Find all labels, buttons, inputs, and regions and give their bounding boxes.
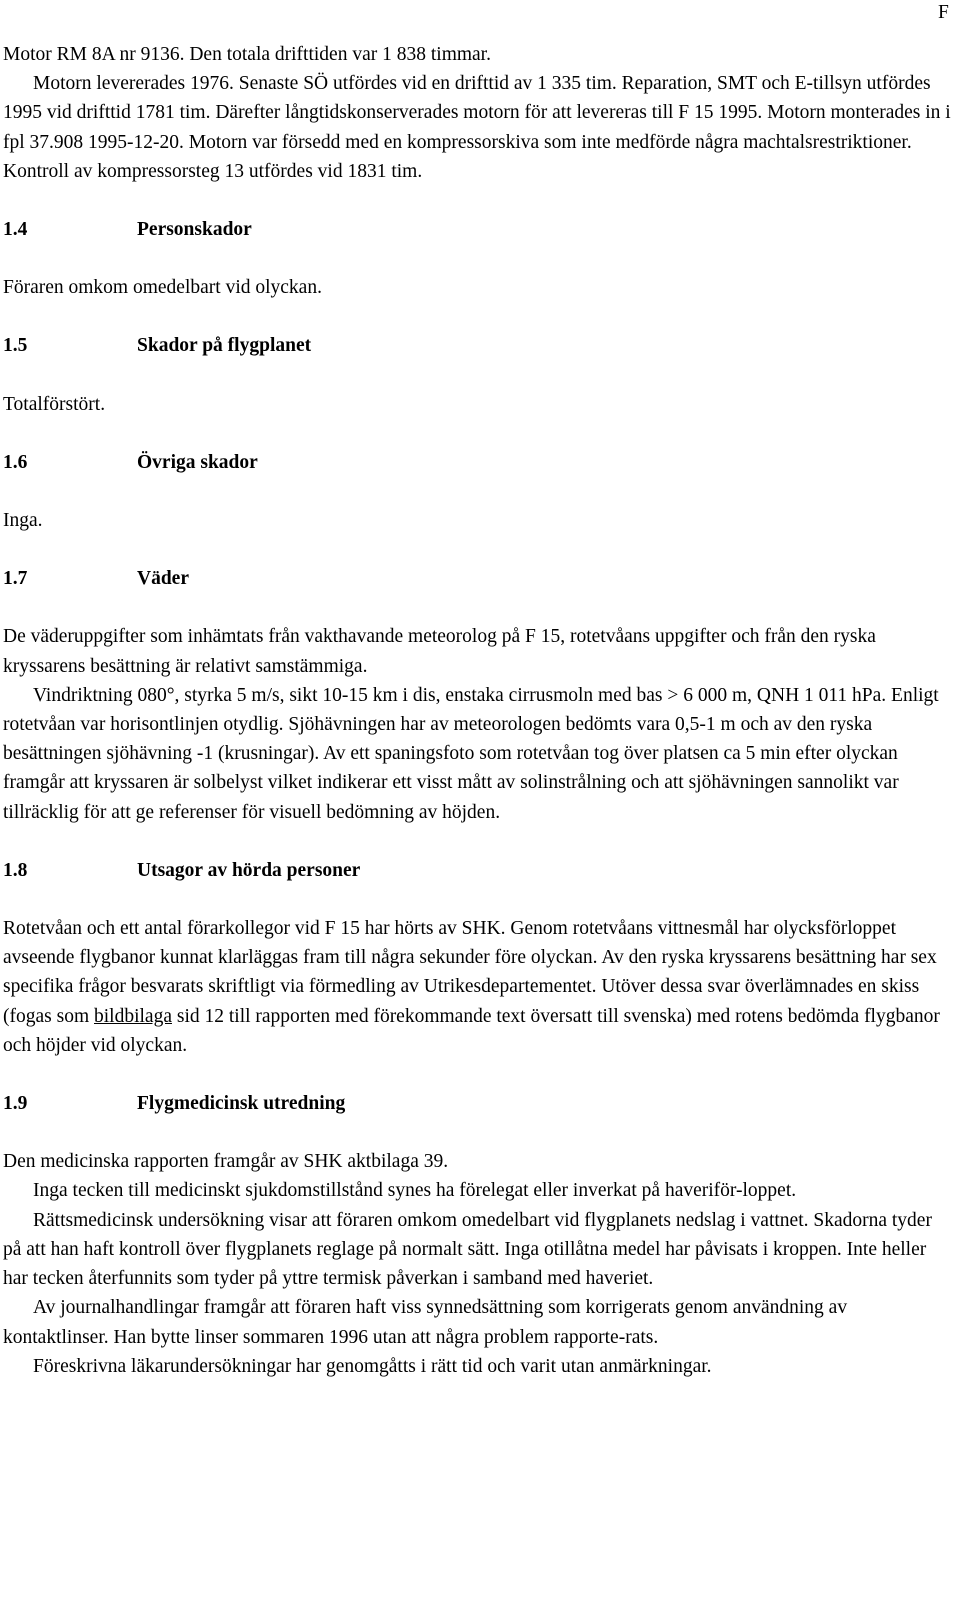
section-heading-1-6: [3, 448, 953, 477]
utsagor-text-a: Rotetvåan och ett antal förarkollegor vid F 15 har hörts av SHK. Genom rotetvåans vittnesmål har olycksförloppet avseende flygbanor kunnat klarläggas fram till några sekunder före olyckan. Av den ryska kryssarens besättning har sex specifika frågor besvarats skriftligt via förmedling av Utrikesdepartementet. Utöver dessa svar överlämnades en skiss (fogas som: [3, 918, 937, 1027]
section-number: 1.7: [3, 568, 28, 590]
section-heading-1-4: [3, 215, 953, 244]
medicin-paragraph-5: Föreskrivna läkarundersökningar har genomgåtts i rätt tid och varit utan anmärkningar.: [33, 1355, 712, 1377]
medicin-paragraph-1: Den medicinska rapporten framgår av SHK aktbilaga 39.: [3, 1151, 449, 1173]
section-title: Övriga skador: [137, 451, 258, 473]
vader-paragraph-1: De väderuppgifter som inhämtats från vakthavande meteorolog på F 15, rotetvåans uppgifter och från den ryska kryssarens besättning är relativt samstämmiga.: [3, 626, 876, 677]
section-number: 1.4: [3, 219, 28, 241]
section-heading-1-8: [3, 856, 953, 885]
section-heading-1-5: [3, 331, 953, 360]
ovriga-skador-text: Inga.: [3, 510, 43, 532]
section-number: 1.8: [3, 859, 28, 881]
section-number: 1.9: [3, 1093, 28, 1115]
medicin-paragraph-2: Inga tecken till medicinskt sjukdomstillstånd synes ha förelegat eller inverkat på haveriför-loppet.: [33, 1180, 797, 1202]
section-heading-1-7: [3, 564, 953, 593]
utsagor-text-b: sid 12 till rapporten med förekommande text översatt till svenska) med rotens bedömda flygbanor och höjder vid olyckan.: [3, 1005, 940, 1056]
page-marker: F: [938, 2, 949, 23]
personskador-text: Föraren omkom omedelbart vid olyckan.: [3, 277, 322, 299]
document-body: [3, 40, 953, 1381]
section-number: 1.5: [3, 335, 28, 357]
section-title: Personskador: [137, 219, 252, 241]
section-number: 1.6: [3, 451, 28, 473]
bildbilaga-link[interactable]: bildbilaga: [94, 1005, 172, 1027]
medicin-paragraph-4: Av journalhandlingar framgår att föraren haft viss synnedsättning som korrigerats genom användning av kontaktlinser. Han bytte linser sommaren 1996 utan att några problem rapporte-rats.: [3, 1297, 848, 1348]
engine-paragraph: Motor RM 8A nr 9136. Den totala drifttiden var 1 838 timmar.: [3, 44, 491, 65]
section-heading-1-9: [3, 1089, 953, 1118]
medicin-paragraph-3: Rättsmedicinsk undersökning visar att föraren omkom omedelbart vid flygplanets nedslag i vattnet. Skadorna tyder på att han haft kontroll över flygplanets reglage på normalt sätt. Inga otillåtna medel har påvisats i kroppen. Inte heller har tecken återfunnits som tyder på yttre termisk påverkan i samband med haveriet.: [3, 1209, 932, 1290]
section-title: Väder: [137, 568, 189, 590]
skador-text: Totalförstört.: [3, 393, 106, 415]
utsagor-paragraph: [3, 914, 953, 1060]
vader-paragraph-2: Vindriktning 080°, styrka 5 m/s, sikt 10-15 km i dis, enstaka cirrusmoln med bas > 6 000 m, QNH 1 011 hPa. Enligt rotetvåan var horisontlinjen otydlig. Sjöhävningen har av meteorologen bedömts vara 0,5-1 m och av den ryska besättningen sjöhävning -1 (krusningar). Av ett spaningsfoto som rotetvåan tog över platsen ca 5 min efter olyckan framgår att kryssaren är solbelyst vilket indikerar ett visst mått av solinstrålning och att sjöhävningen sannolikt var tillräcklig för att ge referenser för visuell bedömning av höjden.: [3, 684, 939, 823]
engine-history-paragraph: Motorn levererades 1976. Senaste SÖ utfördes vid en drifttid av 1 335 tim. Reparation, SMT och E-tillsyn utfördes 1995 vid drifttid 1781 tim. Därefter långtidskonserverades motorn för att levereras till F 15 1995. Motorn monterades in i fpl 37.908 1995-12-20. Motorn var försedd med en kompressorskiva som inte medförde några machtalsrestriktioner. Kontroll av kompressorsteg 13 utfördes vid 1831 tim.: [3, 73, 951, 182]
section-title: Skador på flygplanet: [137, 335, 312, 357]
section-title: Utsagor av hörda personer: [137, 859, 361, 881]
section-title: Flygmedicinsk utredning: [137, 1093, 346, 1115]
